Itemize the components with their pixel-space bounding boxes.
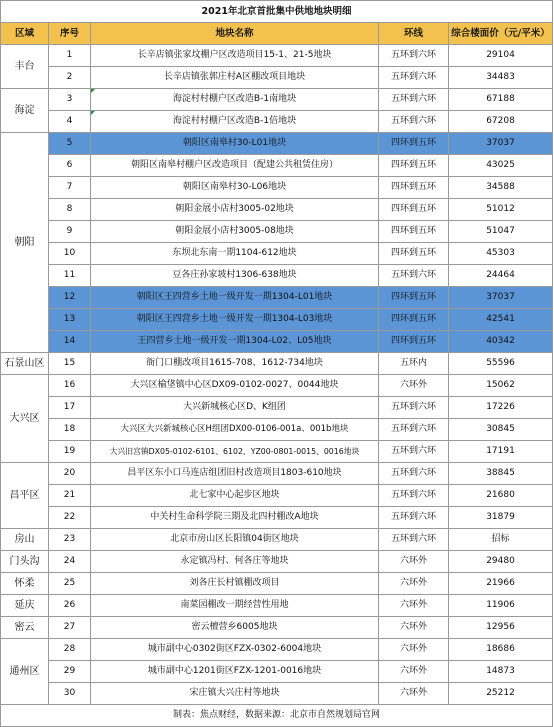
price-cell: 67188 (449, 89, 553, 111)
name-cell: 城市副中心0302街区FZX-0302-6004地块 (91, 639, 379, 661)
name-cell: 长辛店镇张郭庄村A区棚改项目地块 (91, 67, 379, 89)
table-row (1, 441, 553, 463)
name-cell: 大兴旧宫镇DX05-0102-6101、6102、YZ00-0801-0015、0016地块 (91, 441, 379, 463)
ring-cell: 四环到五环 (379, 177, 449, 199)
price-cell: 18686 (449, 639, 553, 661)
table-row (1, 265, 553, 287)
seq-cell: 12 (49, 287, 91, 309)
seq-cell: 11 (49, 265, 91, 287)
table-title: 2021年北京首批集中供地地块明细 (1, 1, 553, 23)
seq-cell: 20 (49, 463, 91, 485)
seq-cell: 15 (49, 353, 91, 375)
table-row (1, 177, 553, 199)
table-row (1, 45, 553, 67)
name-cell: 城市副中心1201街区FZX-1201-0016地块 (91, 661, 379, 683)
price-cell: 55596 (449, 353, 553, 375)
price-cell: 37037 (449, 287, 553, 309)
seq-cell: 6 (49, 155, 91, 177)
price-cell: 21680 (449, 485, 553, 507)
ring-cell: 五环到六环 (379, 463, 449, 485)
name-cell: 朝阳区王四营乡土地一级开发一期1304-L01地块 (91, 287, 379, 309)
ring-cell: 五环到六环 (379, 419, 449, 441)
table-row (1, 617, 553, 639)
table-row (1, 573, 553, 595)
ring-cell: 五环到六环 (379, 485, 449, 507)
name-cell: 东坝北东南一期1104-612地块 (91, 243, 379, 265)
name-cell: 海淀村村棚户区改造B-1南地块 (91, 89, 379, 111)
district-cell: 海淀 (1, 89, 49, 133)
district-cell: 怀柔 (1, 573, 49, 595)
ring-cell: 六环外 (379, 551, 449, 573)
ring-cell: 四环到五环 (379, 331, 449, 353)
ring-cell: 六环外 (379, 683, 449, 705)
name-cell: 永定镇冯村、何各庄等地块 (91, 551, 379, 573)
table-row (1, 661, 553, 683)
name-cell: 王四营乡土地一级开发一期1304-L02、L05地块 (91, 331, 379, 353)
table-row (1, 595, 553, 617)
ring-cell: 五环到六环 (379, 67, 449, 89)
ring-cell: 五环到六环 (379, 441, 449, 463)
name-cell: 宋庄镇大兴庄村等地块 (91, 683, 379, 705)
name-cell: 南菜园棚改一期经营性用地 (91, 595, 379, 617)
seq-cell: 8 (49, 199, 91, 221)
name-cell: 昌平区东小口马连店组团旧村改造项目1803-610地块 (91, 463, 379, 485)
table-footer: 制表：焦点财经，数据来源：北京市自然规划局官网 (1, 705, 553, 727)
header-seq: 序号 (49, 23, 91, 45)
price-cell: 34588 (449, 177, 553, 199)
name-cell: 衙门口棚改项目1615-708、1612-734地块 (91, 353, 379, 375)
seq-cell: 7 (49, 177, 91, 199)
seq-cell: 25 (49, 573, 91, 595)
table-row (1, 199, 553, 221)
name-cell: 刘各庄长村镇棚改项目 (91, 573, 379, 595)
seq-cell: 10 (49, 243, 91, 265)
table-row (1, 221, 553, 243)
table-row (1, 89, 553, 111)
ring-cell: 五环到六环 (379, 89, 449, 111)
price-cell: 31879 (449, 507, 553, 529)
table-row (1, 243, 553, 265)
seq-cell: 23 (49, 529, 91, 551)
price-cell: 招标 (449, 529, 553, 551)
table-row-highlighted (1, 133, 553, 155)
price-cell: 42541 (449, 309, 553, 331)
table-row (1, 507, 553, 529)
header-name: 地块名称 (91, 23, 379, 45)
name-cell: 朝阳区南皋村棚户区改造项目（配建公共租赁住房） (91, 155, 379, 177)
name-cell: 大兴区大兴新城核心区H组团DX00-0106-001a、001b地块 (91, 419, 379, 441)
table-row (1, 353, 553, 375)
name-cell: 北七家中心起步区地块 (91, 485, 379, 507)
seq-cell: 13 (49, 309, 91, 331)
price-cell: 17191 (449, 441, 553, 463)
name-cell: 密云檀营乡6005地块 (91, 617, 379, 639)
district-cell: 房山 (1, 529, 49, 551)
ring-cell: 五环到六环 (379, 111, 449, 133)
table-row (1, 683, 553, 705)
ring-cell: 四环到五环 (379, 287, 449, 309)
seq-cell: 26 (49, 595, 91, 617)
seq-cell: 28 (49, 639, 91, 661)
table-row (1, 111, 553, 133)
price-cell: 17226 (449, 397, 553, 419)
ring-cell: 五环内 (379, 353, 449, 375)
price-cell: 29480 (449, 551, 553, 573)
seq-cell: 9 (49, 221, 91, 243)
name-cell: 长辛店镇张家坟棚户区改造项目15-1、21-5地块 (91, 45, 379, 67)
district-cell: 密云 (1, 617, 49, 639)
ring-cell: 四环到五环 (379, 133, 449, 155)
price-cell: 40342 (449, 331, 553, 353)
seq-cell: 22 (49, 507, 91, 529)
name-cell: 朝阳金展小店村3005-08地块 (91, 221, 379, 243)
ring-cell: 五环到六环 (379, 397, 449, 419)
price-cell: 34483 (449, 67, 553, 89)
name-cell: 海淀村村棚户区改造B-1倍地块 (91, 111, 379, 133)
price-cell: 29104 (449, 45, 553, 67)
seq-cell: 16 (49, 375, 91, 397)
table-row (1, 67, 553, 89)
seq-cell: 3 (49, 89, 91, 111)
price-cell: 67208 (449, 111, 553, 133)
price-cell: 38845 (449, 463, 553, 485)
ring-cell: 四环到五环 (379, 243, 449, 265)
name-cell: 豆各庄孙家坡村1306-638地块 (91, 265, 379, 287)
name-cell: 朝阳金展小店村3005-02地块 (91, 199, 379, 221)
header-district: 区域 (1, 23, 49, 45)
price-cell: 21966 (449, 573, 553, 595)
district-cell: 延庆 (1, 595, 49, 617)
district-cell: 朝阳 (1, 133, 49, 353)
district-cell: 石景山区 (1, 353, 49, 375)
ring-cell: 五环到六环 (379, 265, 449, 287)
price-cell: 12956 (449, 617, 553, 639)
table-row (1, 551, 553, 573)
district-cell: 丰台 (1, 45, 49, 89)
price-cell: 45303 (449, 243, 553, 265)
price-cell: 14873 (449, 661, 553, 683)
ring-cell: 五环到六环 (379, 529, 449, 551)
ring-cell: 四环到五环 (379, 199, 449, 221)
seq-cell: 30 (49, 683, 91, 705)
name-cell: 朝阳区王四营乡土地一级开发一期1304-L03地块 (91, 309, 379, 331)
seq-cell: 29 (49, 661, 91, 683)
district-cell: 大兴区 (1, 375, 49, 463)
seq-cell: 1 (49, 45, 91, 67)
seq-cell: 14 (49, 331, 91, 353)
price-cell: 43025 (449, 155, 553, 177)
table-row (1, 155, 553, 177)
price-cell: 30845 (449, 419, 553, 441)
table-row-highlighted (1, 287, 553, 309)
table-row (1, 419, 553, 441)
price-cell: 51047 (449, 221, 553, 243)
seq-cell: 21 (49, 485, 91, 507)
ring-cell: 六环外 (379, 573, 449, 595)
seq-cell: 19 (49, 441, 91, 463)
name-cell: 大兴区榆垡镇中心区DX09-0102-0027、0044地块 (91, 375, 379, 397)
seq-cell: 17 (49, 397, 91, 419)
ring-cell: 六环外 (379, 595, 449, 617)
ring-cell: 四环到五环 (379, 309, 449, 331)
seq-cell: 18 (49, 419, 91, 441)
ring-cell: 六环外 (379, 639, 449, 661)
price-cell: 37037 (449, 133, 553, 155)
ring-cell: 六环外 (379, 375, 449, 397)
header-ring: 环线 (379, 23, 449, 45)
seq-cell: 5 (49, 133, 91, 155)
ring-cell: 五环到六环 (379, 45, 449, 67)
name-cell: 北京市房山区长阳镇04街区地块 (91, 529, 379, 551)
name-cell: 朝阳区南皋村30-L01地块 (91, 133, 379, 155)
price-cell: 11906 (449, 595, 553, 617)
name-cell: 朝阳区南皋村30-L06地块 (91, 177, 379, 199)
ring-cell: 六环外 (379, 661, 449, 683)
name-cell: 大兴新城核心区D、K组团 (91, 397, 379, 419)
seq-cell: 27 (49, 617, 91, 639)
table-row (1, 375, 553, 397)
seq-cell: 24 (49, 551, 91, 573)
seq-cell: 4 (49, 111, 91, 133)
price-cell: 24464 (449, 265, 553, 287)
district-cell: 门头沟 (1, 551, 49, 573)
ring-cell: 五环到六环 (379, 507, 449, 529)
table-row (1, 463, 553, 485)
seq-cell: 2 (49, 67, 91, 89)
district-cell: 通州区 (1, 639, 49, 705)
table-row (1, 397, 553, 419)
ring-cell: 四环到五环 (379, 221, 449, 243)
price-cell: 25212 (449, 683, 553, 705)
table-row-highlighted (1, 331, 553, 353)
ring-cell: 六环外 (379, 617, 449, 639)
table-row-highlighted (1, 309, 553, 331)
table-row (1, 485, 553, 507)
price-cell: 51012 (449, 199, 553, 221)
table-row (1, 639, 553, 661)
ring-cell: 四环到五环 (379, 155, 449, 177)
table-row (1, 529, 553, 551)
price-cell: 15062 (449, 375, 553, 397)
name-cell: 中关村生命科学院三期及北四村棚改A地块 (91, 507, 379, 529)
district-cell: 昌平区 (1, 463, 49, 529)
header-price: 综合楼面价（元/平米） (449, 23, 553, 45)
